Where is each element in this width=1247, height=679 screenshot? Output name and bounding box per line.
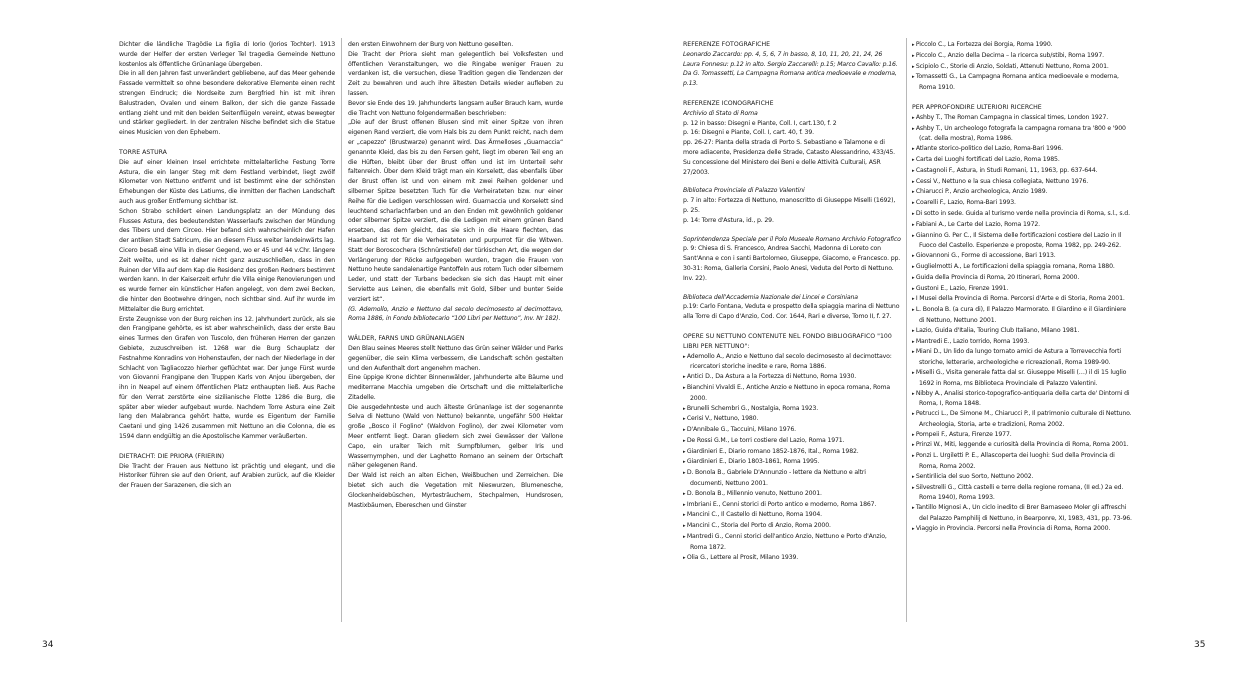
list-item: ▸ Viaggio in Provincia. Percorsi nella Provincia di Roma, Roma 2000. xyxy=(912,524,1132,535)
section-heading: WÄLDER, FARNS UND GRÜNANLAGEN xyxy=(348,335,465,343)
list-item: ▸ Mantredi E., Lazio torrido, Roma 1993. xyxy=(912,337,1132,348)
list-item: ▸ Miani D., Un lido da lungo tornato amici de Astura a Torrevecchia forti storiche, letterarie, archeologiche e ricreazionali, Roma 1989-90. xyxy=(912,347,1132,368)
left-page-column-1 xyxy=(119,40,335,620)
page-number-right: 35 xyxy=(1194,640,1206,650)
source-name: Biblioteca dell'Accademia Nazionale dei Lincei e Corsiniana xyxy=(683,293,858,301)
paragraph: Die ausgedehnteste und auch älteste Grünanlage ist der sogenannte Selva di Nettuno (Wald von Nettuno) bekannte, ungefähr 500 Hektar große „Bosco il Foglino“ (Waldvon Foglino), der zwei Kilometer vom Meer entfernt liegt. Daran gliedern sich zwei Gewässer der Vallone Capo, ein uralter Teich mit Sumpfblumen, gelber Iris und Wassernymphen, und der Laghetto Romano an seinem der Ortschaft näher gelegenen Rand. xyxy=(348,403,563,470)
credit-line: p. 9: Chiesa di S. Francesco, Andrea Sacchi, Madonna di Loreto con Sant'Anna e con i santi Bartolomeo, Giuseppe, Giacomo, e Francesco. pp. 30-31: Roma, Galleria Corsini, Paolo Anesi, Veduta del Porto di Nettuno. Inv. 22). xyxy=(683,245,901,282)
list-item: ▸ Giovannoni G., Forme di accessione, Bari 1913. xyxy=(912,251,1132,262)
paragraph: Die Tracht der Frauen aus Nettuno ist prächtig und elegant, und die Historiker führen sie auf den Orient, auf Arabien zurück, auf die Kleider der Frauen der Sarazenen, die sich an xyxy=(119,462,335,490)
list-item: ▸ Scipiolo C., Storie di Anzio, Soldati, Attenuti Nettuno, Roma 2001. xyxy=(912,62,1132,73)
list-item: ▸ Tomassetti G., La Campagna Romana antica medioevale e moderna, Roma 1910. xyxy=(912,72,1132,93)
list-item: ▸ Tantillo Mignosi A., Un ciclo inedito di Brer Barnaseeo Moler gli affreschi del Palazzo Pamphilij di Nettuno, in Bearponre, XI, 1983, 431, pp. 73-96. xyxy=(912,503,1132,524)
section-heading: REFERENZE FOTOGRAFICHE xyxy=(683,41,771,48)
list-item: ▸ Ademollo A., Anzio e Nettuno dal secolo decimosesto al decimottavo: ricercatori storiche inedite e rare, Roma 1886. xyxy=(683,352,901,373)
bibliography-list xyxy=(912,113,1132,535)
list-item: ▸ Ponzi L. Urgiletti P. E., Allascoperta dei luoghi: Sud della Provincia di Roma, Roma 2002. xyxy=(912,451,1132,472)
bibliography-list xyxy=(912,40,1132,93)
page-number-left: 34 xyxy=(42,640,54,650)
section-heading: REFERENZE ICONOGRAFICHE xyxy=(683,99,774,107)
paragraph: Schon Strabo schildert einen Landungsplatz an der Mündung des Flusses Astura, des bedeutendsten Wasserlaufs zwischen der Mündung des Tibers und dem Circeo. Hier befand sich wahrscheinlich der Hafen der antiken Stadt Satricum, die an diesem Fluss weiter landeinwärts lag. Cicero besaß eine Villa in dieser Gegend, wo er 45 und 44 v.Chr. längere Zeit weilte, und es ist daher nicht ganz auszuschließen, dass in den Ruinen der Villa auf dem Kap die Residenz des großen Redners bestimmt werden kann. In der Kaiserzeit erfuhr die Villa einige Renovierungen und es wurde ferner ein künstlicher Hafen angelegt, von dem zwei Becken, die hinter den Bootwehre dringen, noch sichtbar sind. Auf ihr wurde im Mittelalter die Burg errichtet. xyxy=(119,207,335,313)
list-item: ▸ Sentirilicia del suo Sorto, Nettuno 2002. xyxy=(912,472,1132,483)
list-item: ▸ Coarelli F., Lazio, Roma-Bari 1993. xyxy=(912,198,1132,209)
list-item: ▸ Carta dei Luoghi fortificati del Lazio, Roma 1985. xyxy=(912,155,1132,166)
quote: „Die auf der Brust offenen Blusen sind mit einer Spitze von ihren eigenen Rand verziert, die vom Hals bis zu dem Punkt reicht, nach dem er „capezzo“ (Brustwarze) genannt wird. Das Ärmelloses „Guarnaccia“ genannte Kleid, das bis zu den Fersen geht, liegt im oberen Teil eng an die Hüften, bleibt über der Brust offen und ist im Unterteil sehr faltenreich. Über dem Kleid trägt man ein Korselett, das ebenfalls über der Brust offen ist und von einem mit zwei Reihen goldener und silberner Spitze besetzten Tuch für die Verheirateten bzw. nur einer Reihe für die Ledigen verschlossen wird. Guarnaccia und Korselett sind leuchtend scharlachfarben und an den Enden mit gewöhnlich goldener oder silberner Spitze verziert, die die Ledigen mit einem grünen Band ersetzen, das dem gleicht, das sie sich in die Haare flechten, das Haarband ist rot für die Verheirateten und purpurrot für die Witwen. Statt der Boroscochera (Schnürstiefel) der türkischen Art, die wegen der Verlängerung der Röcke aufgegeben wurden, tragen die Frauen von Nettuno heute sandalenartige Pantoffeln aus rotem Tuch oder silbernem Leder, und statt der Turbans bedecken sie sich das Haupt mit einer Serviette aus Leinen, die ebenfalls mit Gold, Silber und bunter Seide verziert ist“. xyxy=(348,119,563,303)
list-item: ▸ L. Bonola B. (a cura di), Il Palazzo Marmorato. Il Giardino e il Giardiniere di Nettuno, Nettuno 2001. xyxy=(912,305,1132,326)
citation: (G. Ademollo, Anzio e Nettuno dal secolo decimosesto al decimottavo, Roma 1886, in Fondo bibliotecario “100 Libri per Nettuno”, Inv. Nr 182). xyxy=(348,305,563,323)
list-item: ▸ Bianchini Vivaldi E., Antiche Anzio e Nettuno in epoca romana, Roma 2000. xyxy=(683,383,901,404)
right-page-column-2 xyxy=(912,40,1132,620)
list-item: ▸ Antici D., Da Astura a la Fortezza di Nettuno, Roma 1930. xyxy=(683,372,901,383)
list-item: ▸ Petrucci L., De Simone M., Chiarucci P., Il patrimonio culturale di Nettuno. Archeologia, Storia, arte e tradizioni, Roma 2002. xyxy=(912,409,1132,430)
list-item: ▸ Chiarucci P., Anzio archeologica, Anzio 1989. xyxy=(912,187,1132,198)
column-divider xyxy=(341,38,342,622)
list-item: ▸ Gustoni E., Lazio, Firenze 1991. xyxy=(912,284,1132,295)
list-item: ▸ Mancini C., Storia del Porto di Anzio, Roma 2000. xyxy=(683,521,901,532)
credit-line: Laura Fonnesu: p.12 in alto. Sergio Zaccarelli: p.15; Marco Cavallo: p.16. Da G. Tomassetti, La Campagna Romana antica medioevale e moderna, p.13. xyxy=(683,60,898,88)
list-item: ▸ Pompeii F., Astura, Firenze 1977. xyxy=(912,430,1132,441)
list-item: ▸ Cerisi V., Nettuno, 1980. xyxy=(683,414,901,425)
left-page-column-2 xyxy=(348,40,563,620)
list-item: ▸ Mantredi G., Cenni storici dell'antico Anzio, Nettuno e Porto d'Anzio, Roma 1872. xyxy=(683,532,901,553)
paragraph: Der Wald ist reich an alten Eichen, Weißbuchen und Zerreichen. Die bietet sich auch die Vegetation mit Nieswurzen, Blumenesche, Glockenheidebüschen, Myrtesträuchern, Stechpalmen, Hundsrosen, Mastixbäumen, Ebereschen und Ginster xyxy=(348,472,563,509)
list-item: ▸ Olia G., Lettere al Prosit, Milano 1939. xyxy=(683,553,901,564)
source-name: Biblioteca Provinciale di Palazzo Valentini xyxy=(683,187,805,195)
list-item: ▸ Di sotto in sede. Guida al turismo verde nella provincia di Roma, s.l., s.d. xyxy=(912,209,1132,220)
list-item: ▸ Piccolo C., La Fortezza dei Borgia, Roma 1990. xyxy=(912,40,1132,51)
source-name: Soprintendenza Speciale per il Polo Museale Romano Archivio Fotografico xyxy=(683,235,901,243)
list-item: ▸ Piccolo C., Anzio della Decima – la ricerca sub/stibi, Roma 1997. xyxy=(912,51,1132,62)
section-heading: OPERE SU NETTUNO CONTENUTE NEL FONDO BIBLIOGRAFICO "100 LIBRI PER NETTUNO": xyxy=(683,332,892,350)
list-item: ▸ D. Bonola B., Gabriele D'Annunzio - lettere da Nettuno e altri documenti, Nettuno 2001. xyxy=(683,468,901,489)
paragraph: Eine üppige Krone dichter Binnenwälder, Jahrhunderte alte Bäume und mediterrane Macchia umgeben die Ortschaft und die mittelalterliche Zitadelle. xyxy=(348,374,563,401)
paragraph: Die auf einer kleinen Insel errichtete mittelalterliche Festung Torre Astura, die ein langer Steg mit dem Festland verbindet, liegt zwölf Kilometer von Nettuno entfernt und ist bestimmt eine der schönsten Erhebungen der Küste des Latiums, die inmitten der flachen Landschaft auch aus großer Entfernung sichtbar ist. xyxy=(119,158,335,205)
source-name: Archivio di Stato di Roma xyxy=(683,109,758,117)
list-item: ▸ Guida della Provincia di Roma, 20 Itinerari, Roma 2000. xyxy=(912,273,1132,284)
list-item: ▸ Fabiani A., Le Carte del Lazio, Roma 1972. xyxy=(912,220,1132,231)
list-item: ▸ I Musei della Provincia di Roma. Percorsi d'Arte e di Storia, Roma 2001. xyxy=(912,294,1132,305)
credit-line: p.19: Carlo Fontana, Veduta e prospetto della spiaggia marina di Nettuno alla Torre di Capo d'Anzio, Cod. Cor. 1644, Rari e diverse, Tomo II, f. 27. xyxy=(683,303,900,321)
list-item: ▸ Mancini C., Il Castello di Nettuno, Roma 1904. xyxy=(683,510,901,521)
list-item: ▸ D'Annibale G., Taccuini, Milano 1976. xyxy=(683,425,901,436)
list-item: ▸ Ashby T., Un archeologo fotografa la campagna romana tra '800 e '900 (cat. della mostra), Roma 1986. xyxy=(912,124,1132,145)
list-item: ▸ Giannino G. Per C., Il Sistema delle fortificazioni costiere del Lazio in Il Fuoco del Castello. Esperienze e proposte, Roma 1982, pp. 249-262. xyxy=(912,231,1132,252)
credit-line: pp. 26-27: Pianta della strada di Porto S. Sebastiano e Talamone e di more adiacente, Presidenza delle Strade, Catasto Alessandrino, 433/45. Su concessione del Ministero dei Beni e delle Attività Culturali, ASR 27/2003. xyxy=(683,139,895,176)
credit-line: p. 16: Disegni e Piante, Coll. I, cart. 40, f. 39. xyxy=(683,129,814,137)
list-item: ▸ Giardinieri E., Diario romano 1852-1876, Ital., Roma 1982. xyxy=(683,447,901,458)
list-item: ▸ D. Bonola B., Millennio venuto, Nettuno 2001. xyxy=(683,489,901,500)
list-item: ▸ Miselli G., Visita generale fatta dal sr. Giuseppe Miselli (…) il di 15 luglio 1692 in Roma, ms Biblioteca Provinciale di Palazzo Valentini. xyxy=(912,368,1132,389)
section-heading: PER APPROFONDIRE ULTERIORI RICERCHE xyxy=(912,103,1042,111)
list-item: ▸ Guglielmotti A., Le fortificazioni della spiaggia romana, Roma 1880. xyxy=(912,262,1132,273)
list-item: ▸ Nibby A., Analisi storico-topografico-antiquaria della carta de' Dintorni di Roma, I, Roma 1848. xyxy=(912,389,1132,410)
paragraph: Die in all den Jahren fast unverändert gebliebene, auf das Meer gehende Fassade vermittelt so ohne besondere dekorative Elemente einen recht strengen Eindruck; die Nordseite zum Bergfried hin ist mit ihren Balustraden, Ovalen und einem Balkon, der sich die ganze Fassade entlang zieht und mit den beiden Seitenflügeln vereint, etwas bewegter und stärker gegliedert. In der zentralen Nische befindet sich die Statue eines Musicien von den Ephebern. xyxy=(119,70,335,137)
paragraph: Den Blau seines Meeres stellt Nettuno das Grün seiner Wälder und Parks gegenüber, die sein Klima verbessern, die Landschaft schön gestalten und den Aufenthalt dort angenehm machen. xyxy=(348,344,563,372)
credit-line: p. 7 in alto: Fortezza di Nettuno, manoscritto di Giuseppe Miselli (1692), p. 25. xyxy=(683,197,896,214)
credit-line: p. 12 in basso: Disegni e Piante, Coll. I, cart.130, f. 2 xyxy=(683,119,837,127)
list-item: ▸ Brunelli Schembri G., Nostalgia, Roma 1923. xyxy=(683,404,901,415)
section-heading: DIETRACHT: DIE PRIORA (FRIERIN) xyxy=(119,452,225,460)
list-item: ▸ Atlante storico-politico del Lazio, Roma-Bari 1996. xyxy=(912,144,1132,155)
bibliography-list xyxy=(683,352,901,564)
paragraph: Erste Zeugnisse von der Burg reichen ins 12. Jahrhundert zurück, als sie den Frangipane gehörte, es ist aber wahrscheinlich, dass der erste Bau eines Turmes den Grafen von Tuscolo, den früheren Herren der ganzen Gebiete, zuzuschreiben ist. 1268 war die Burg Schauplatz der Festnahme Konradins von Hohenstaufen, der nach der Niederlage in der Schlacht von Tagliacozzo hierher geflüchtet war. Der junge Fürst wurde von Giovanni Frangipane den Truppen Karls von Anjou übergeben, der ihn in Neapel auf einem öffentlichen Platz enthaupten ließ. Aus Rache für den Verrat zerstörte eine sizilianische Flotte 1286 die Burg, die später aber wieder aufgebaut wurde. Nachdem Torre Astura eine Zeit lang den Malabranca gehört hatte, wurde es Eigentum der Familie Caetani und ging 1426 zusammen mit Nettuno an die Colonna, die es 1594 dann endgültig an die Apostolische Kammer veräußerten. xyxy=(119,315,335,441)
list-item: ▸ Cessi V., Nettuno e la sua chiesa collegiata, Nettuno 1976. xyxy=(912,177,1132,188)
column-divider xyxy=(906,38,907,622)
list-item: ▸ Giardinieri E., Diario 1803-1861, Roma 1995. xyxy=(683,457,901,468)
credit-line: p. 14: Torre d'Astura, id., p. 29. xyxy=(683,216,774,224)
paragraph: Dichter die ländliche Tragödie La figlia di Iorio (Jorios Tochter). 1913 wurde der Helfer der ersten Verleger Tel tragedia Gemeinde Nettuno kostenlos als öffentliche Grünanlage übergeben. xyxy=(119,41,335,68)
right-page-column-1 xyxy=(683,40,901,620)
credit-line: Leonardo Zaccardo: pp. 4, 5, 6, 7 in basso, 8, 10, 11, 20, 21, 24, 26 xyxy=(683,50,883,58)
list-item: ▸ Ashby T., The Roman Campagna in classical times, London 1927. xyxy=(912,113,1132,124)
list-item: ▸ Imbriani E., Cenni storici di Porto antico e moderno, Roma 1867. xyxy=(683,500,901,511)
list-item: ▸ Prinzi W., Miti, leggende e curiosità della Provincia di Roma, Roma 2001. xyxy=(912,440,1132,451)
paragraph: Die Tracht der Priora sieht man gelegentlich bei Volksfesten und öffentlichen Veranstaltungen, wo die Ringabe weniger Frauen zu verdanken ist, die versuchen, diese Tradition gegen die Tendenzen der Zeit zu bewahren und auch ihre ältesten Details wieder aufleben zu lassen. xyxy=(348,50,563,97)
list-item: ▸ Castagnoli F., Astura, in Studi Romani, 11, 1963, pp. 637-644. xyxy=(912,166,1132,177)
section-heading: TORRE ASTURA xyxy=(119,148,167,156)
paragraph: den ersten Einwohnern der Burg von Nettuno gesellten. xyxy=(348,41,514,48)
paragraph: Bevor sie Ende des 19. Jahrhunderts langsam außer Brauch kam, wurde die Tracht von Nettuno folgendermaßen beschrieben: xyxy=(348,99,563,117)
list-item: ▸ De Rossi G.M., Le torri costiere del Lazio, Roma 1971. xyxy=(683,436,901,447)
list-item: ▸ Lazio, Guida d'Italia, Touring Club Italiano, Milano 1981. xyxy=(912,326,1132,337)
list-item: ▸ Silvestrelli G., Città castelli e terre della regione romana, (II ed.) 2a ed. Roma 1940), Roma 1993. xyxy=(912,483,1132,504)
